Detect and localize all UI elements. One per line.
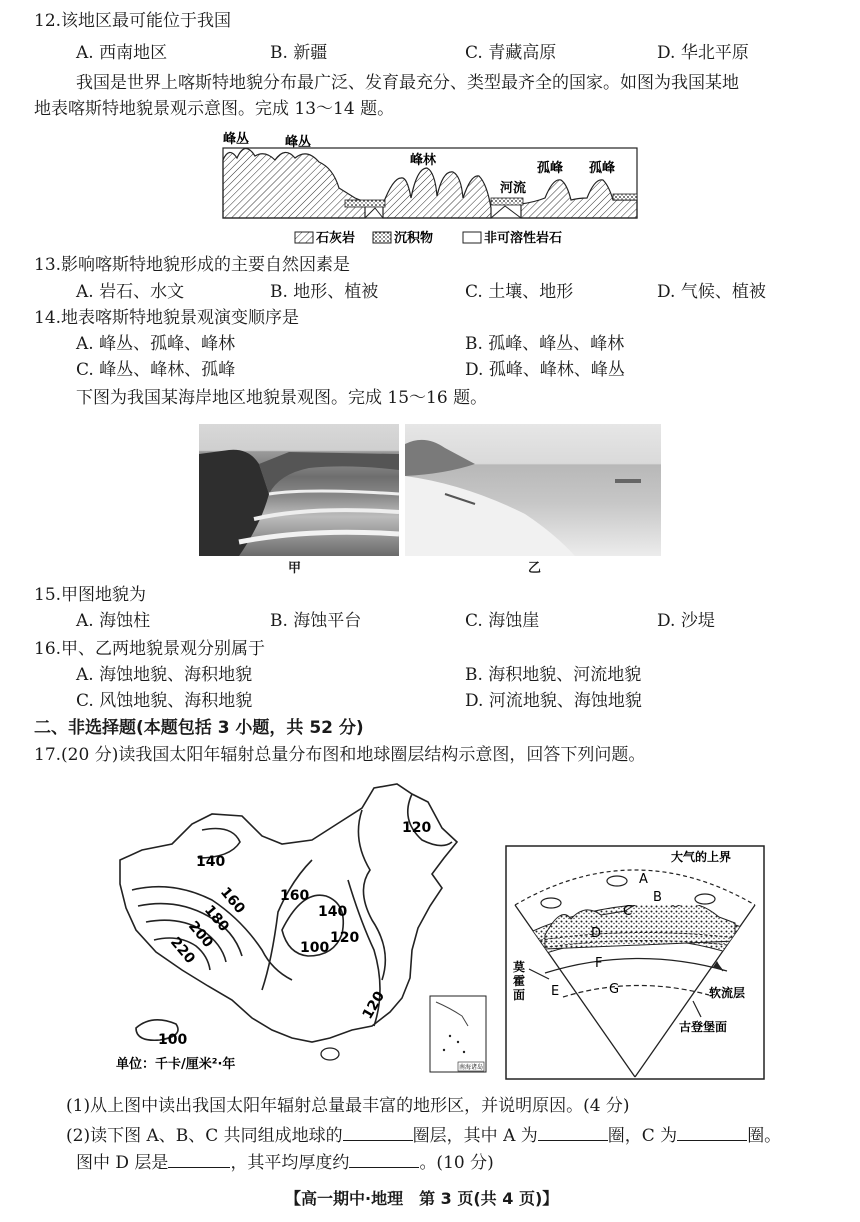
q13-option-d[interactable]: D. 气候、植被: [657, 282, 766, 302]
label-moho-3: 面: [513, 988, 526, 1002]
sub2-part7: 。(10 分): [419, 1153, 494, 1173]
label-atmosphere-top: 大气的上界: [671, 850, 732, 864]
label-fengcong-2: 峰丛: [285, 135, 312, 150]
contour-label-140-nw: 140: [196, 854, 226, 870]
label-G: G: [609, 982, 620, 997]
contour-label-200: 200: [184, 918, 216, 951]
photo-label-yi: 乙: [528, 561, 542, 576]
q13-option-b[interactable]: B. 地形、植被: [270, 282, 379, 302]
label-fenglin: 峰林: [410, 153, 437, 168]
section-2-heading: 二、非选择题(本题包括 3 小题，共 52 分): [34, 718, 364, 738]
inset-label: 南海诸岛: [459, 1064, 484, 1071]
photo-jia-sea-cliff: [199, 424, 399, 556]
q16-option-d[interactable]: D. 河流地貌、海蚀地貌: [465, 691, 642, 711]
label-B: B: [653, 890, 662, 905]
contour-label-160-w: 160: [216, 884, 248, 917]
map-unit-label: 单位：千卡/厘米²·年: [116, 1057, 236, 1072]
q12-option-c[interactable]: C. 青藏高原: [465, 43, 557, 63]
q14-stem: 14.地表喀斯特地貌景观演变顺序是: [34, 308, 300, 328]
q15-option-b[interactable]: B. 海蚀平台: [270, 611, 362, 631]
q13-stem: 13.影响喀斯特地貌形成的主要自然因素是: [34, 255, 351, 275]
q13-option-c[interactable]: C. 土壤、地形: [465, 282, 574, 302]
karst-diagram: [215, 128, 655, 252]
blank-sphere[interactable]: [343, 1124, 413, 1141]
contour-label-120-c: 120: [330, 930, 360, 946]
label-gufeng-2: 孤峰: [589, 161, 616, 176]
sub2-part5: 图中 D 层是: [76, 1153, 169, 1173]
intro-13-line1: 我国是世界上喀斯特地貌分布最广泛、发育最充分、类型最齐全的国家。如图为我国某地: [76, 73, 739, 93]
photo-yi-beach: [405, 424, 661, 556]
contour-label-220: 220: [166, 934, 198, 967]
contour-label-120-ne: 120: [402, 820, 432, 836]
photo-label-jia: 甲: [288, 561, 302, 576]
legend-limestone-swatch: [295, 232, 313, 243]
sub2-part6: ，其平均厚度约: [230, 1153, 350, 1173]
label-E: E: [551, 984, 560, 999]
label-asthenosphere: 软流层: [709, 986, 746, 1000]
intro-13-line2: 地表喀斯特地貌景观示意图。完成 13～14 题。: [34, 99, 395, 119]
label-moho-2: 霍: [513, 974, 526, 988]
contour-label-180: 180: [200, 902, 232, 935]
contour-label-100: 100: [300, 940, 330, 956]
legend-insoluble-swatch: [463, 232, 481, 243]
legend-insoluble: 非可溶性岩石: [484, 231, 563, 246]
label-gufeng-1: 孤峰: [537, 161, 564, 176]
q17-stem: 17.(20 分)读我国太阳年辐射总量分布图和地球圈层结构示意图，回答下列问题。: [34, 745, 646, 765]
blank-D[interactable]: [168, 1151, 230, 1168]
page-footer: 【高一期中·地理 第 3 页(共 4 页)】: [285, 1189, 559, 1208]
q17-sub2-line2: [76, 1151, 494, 1174]
q14-option-d[interactable]: D. 孤峰、峰林、峰丛: [465, 360, 625, 380]
q16-option-b[interactable]: B. 海积地貌、河流地貌: [465, 665, 642, 685]
q14-option-c[interactable]: C. 峰丛、峰林、孤峰: [76, 360, 236, 380]
q16-option-c[interactable]: C. 风蚀地貌、海积地貌: [76, 691, 253, 711]
earth-structure-diagram: [505, 845, 765, 1080]
q15-option-d[interactable]: D. 沙堤: [657, 611, 715, 631]
q15-stem: 15.甲图地貌为: [34, 585, 147, 605]
contour-label-140-c: 140: [318, 904, 348, 920]
sub2-part2: 圈层，其中 A 为: [412, 1126, 538, 1146]
sub2-part4: 圈。: [747, 1126, 782, 1146]
contour-label-160-n: 160: [280, 888, 310, 904]
intro-15: 下图为我国某海岸地区地貌景观图。完成 15～16 题。: [76, 388, 488, 408]
legend-sediment-swatch: [373, 232, 391, 243]
q16-option-a[interactable]: A. 海蚀地貌、海积地貌: [76, 665, 253, 685]
q15-option-a[interactable]: A. 海蚀柱: [76, 611, 151, 631]
q17-sub2-line1: [66, 1124, 781, 1147]
label-heliu: 河流: [500, 181, 527, 196]
blank-thickness[interactable]: [349, 1151, 419, 1168]
legend-limestone: 石灰岩: [316, 231, 356, 246]
q13-option-a[interactable]: A. 岩石、水文: [76, 282, 185, 302]
blank-C[interactable]: [677, 1124, 747, 1141]
china-solar-radiation-map: [112, 780, 492, 1080]
label-moho-1: 莫: [513, 960, 526, 974]
sub2-part1: (2)读下图 A、B、C 共同组成地球的: [66, 1126, 343, 1146]
label-fengcong-1: 峰丛: [223, 132, 250, 147]
q15-option-c[interactable]: C. 海蚀崖: [465, 611, 540, 631]
q17-sub1: (1)从上图中读出我国太阳年辐射总量最丰富的地形区，并说明原因。(4 分): [66, 1096, 630, 1116]
q12-option-b[interactable]: B. 新疆: [270, 43, 328, 63]
label-C: C: [623, 904, 633, 919]
south-china-sea-inset: [430, 996, 486, 1072]
label-A: A: [639, 872, 648, 887]
q14-option-b[interactable]: B. 孤峰、峰丛、峰林: [465, 334, 625, 354]
label-F: F: [595, 956, 603, 971]
sub2-part3: 圈，C 为: [607, 1126, 678, 1146]
q16-stem: 16.甲、乙两地貌景观分别属于: [34, 639, 266, 659]
q12-stem: 12.该地区最可能位于我国: [34, 11, 232, 31]
contour-label-120-se: 120: [359, 988, 389, 1022]
legend-sediment: 沉积物: [394, 231, 434, 246]
q14-option-a[interactable]: A. 峰丛、孤峰、峰林: [76, 334, 236, 354]
q12-option-a[interactable]: A. 西南地区: [76, 43, 168, 63]
q12-option-d[interactable]: D. 华北平原: [657, 43, 749, 63]
legend-contour-label-100: 100: [158, 1032, 188, 1048]
label-D: D: [591, 926, 602, 941]
blank-A[interactable]: [538, 1124, 608, 1141]
label-gutenberg: 古登堡面: [679, 1020, 728, 1034]
